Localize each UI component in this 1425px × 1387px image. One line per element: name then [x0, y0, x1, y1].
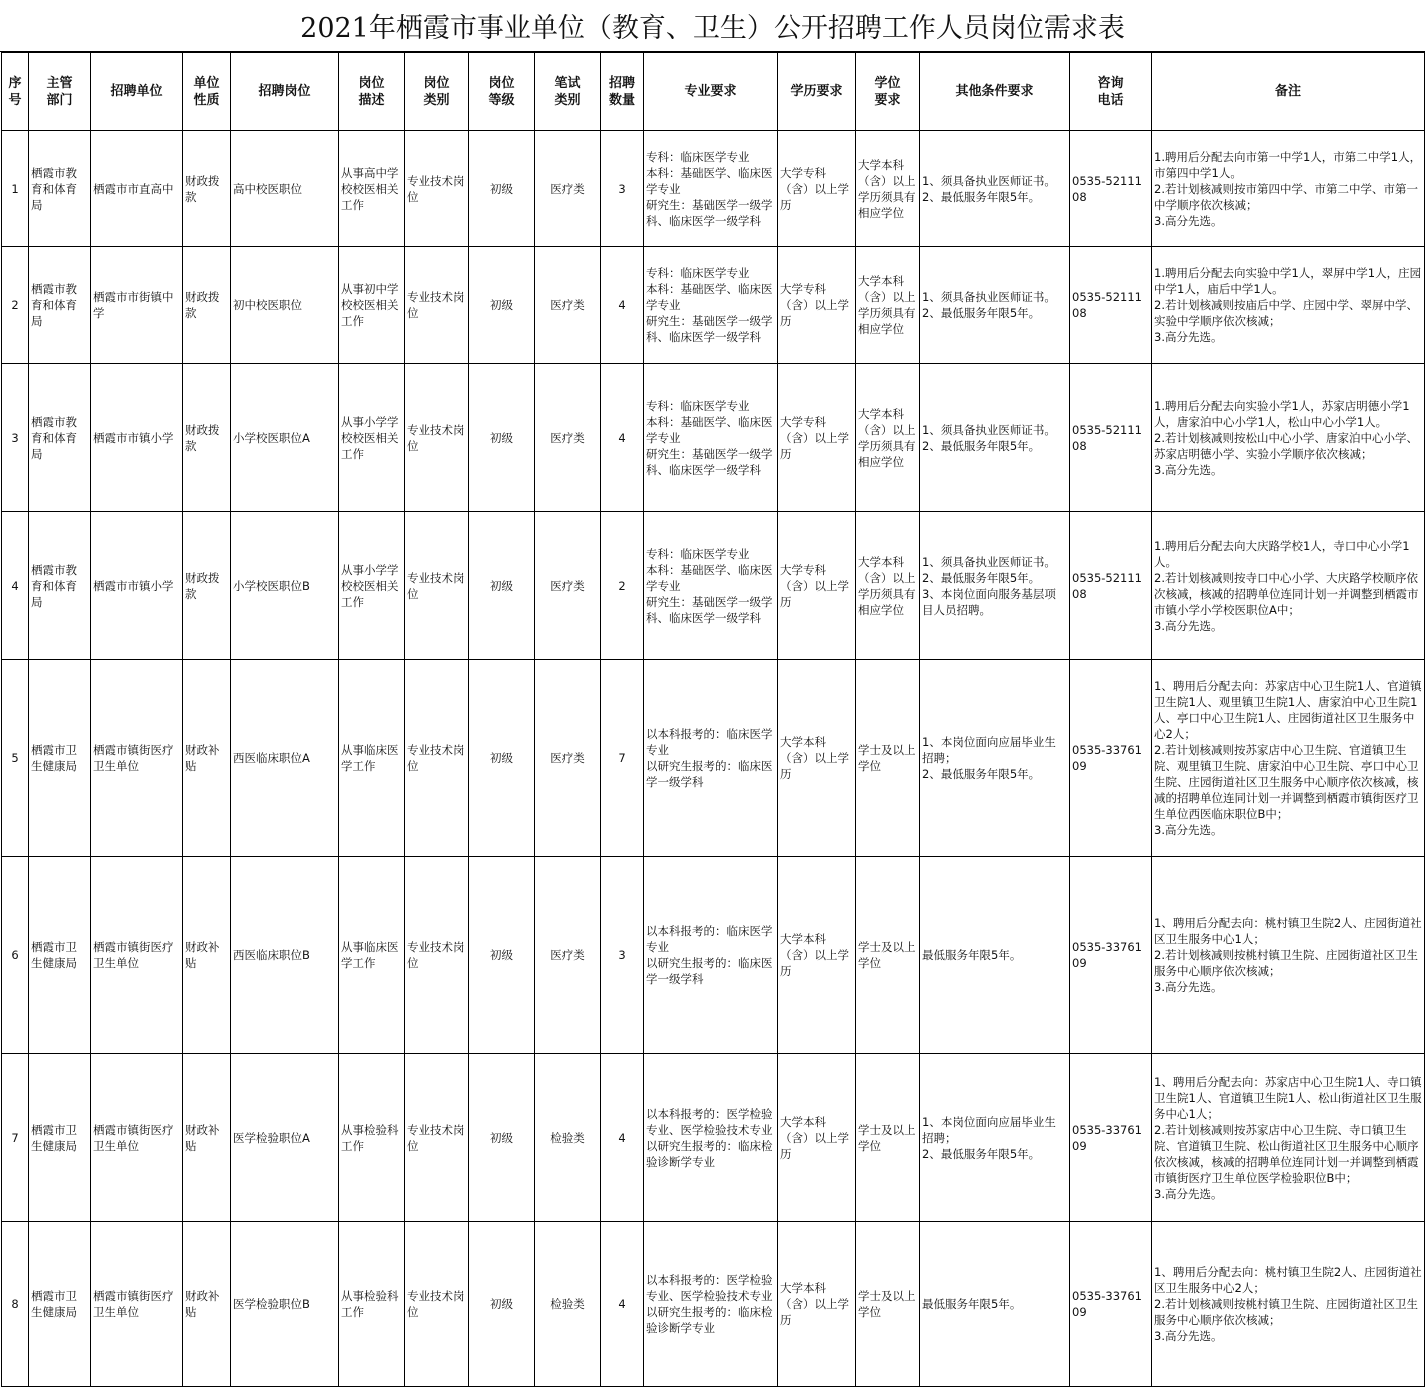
- header-row: [2, 53, 1425, 131]
- cell-level: 初级: [469, 660, 535, 857]
- cell-position: 西医临床职位B: [231, 857, 339, 1054]
- cell-no: 5: [2, 660, 29, 857]
- table-row: [2, 364, 1425, 512]
- cell-level: 初级: [469, 1054, 535, 1222]
- cell-level: 初级: [469, 512, 535, 660]
- cell-count: 4: [601, 247, 644, 364]
- cell-no: 1: [2, 131, 29, 247]
- cell-position: 高中校医职位: [231, 131, 339, 247]
- cell-dept: 栖霞市卫生健康局: [29, 660, 91, 857]
- header-cell-other: 其他条件要求: [920, 53, 1070, 131]
- cell-major: 以本科报考的：临床医学专业 以研究生报考的：临床医学一级学科: [644, 857, 778, 1054]
- cell-position: 西医临床职位A: [231, 660, 339, 857]
- cell-position: 医学检验职位A: [231, 1054, 339, 1222]
- table-row: [2, 247, 1425, 364]
- cell-desc: 从事初中学校校医相关工作: [339, 247, 405, 364]
- cell-phone: 0535-5211108: [1070, 364, 1152, 512]
- cell-education: 大学专科（含）以上学历: [778, 364, 856, 512]
- cell-major: 以本科报考的：医学检验专业、医学检验技术专业 以研究生报考的：临床检验诊断学专业: [644, 1054, 778, 1222]
- cell-level: 初级: [469, 1222, 535, 1387]
- cell-exam: 检验类: [535, 1222, 601, 1387]
- cell-degree: 学士及以上学位: [856, 1054, 920, 1222]
- cell-position: 小学校医职位A: [231, 364, 339, 512]
- cell-unit: 栖霞市镇街医疗卫生单位: [91, 1054, 183, 1222]
- cell-no: 6: [2, 857, 29, 1054]
- cell-level: 初级: [469, 857, 535, 1054]
- cell-no: 7: [2, 1054, 29, 1222]
- cell-education: 大学本科（含）以上学历: [778, 1222, 856, 1387]
- cell-note: 1.聘用后分配去向实验小学1人，苏家店明德小学1人，唐家泊中心小学1人，松山中心小学1人。 2.若计划核减则按松山中心小学、唐家泊中心小学、苏家店明德小学、实验小学顺序依次核减； 3.高分先选。: [1152, 364, 1425, 512]
- cell-phone: 0535-3376109: [1070, 1222, 1152, 1387]
- cell-education: 大学专科（含）以上学历: [778, 512, 856, 660]
- cell-category: 专业技术岗位: [405, 660, 469, 857]
- cell-degree: 大学本科（含）以上学历须具有相应学位: [856, 512, 920, 660]
- cell-unit: 栖霞市市镇小学: [91, 512, 183, 660]
- cell-unit: 栖霞市镇街医疗卫生单位: [91, 857, 183, 1054]
- cell-count: 4: [601, 364, 644, 512]
- header-cell-degree: 学位 要求: [856, 53, 920, 131]
- table-row: [2, 512, 1425, 660]
- recruitment-table: [1, 52, 1425, 1387]
- cell-major: 专科：临床医学专业 本科：基础医学、临床医学专业 研究生：基础医学一级学科、临床医学一级学科: [644, 364, 778, 512]
- cell-desc: 从事高中学校校医相关工作: [339, 131, 405, 247]
- header-cell-nature: 单位 性质: [183, 53, 231, 131]
- cell-note: 1.聘用后分配去向实验中学1人，翠屏中学1人，庄园中学1人，庙后中学1人。 2.若计划核减则按庙后中学、庄园中学、翠屏中学、实验中学顺序依次核减； 3.高分先选。: [1152, 247, 1425, 364]
- cell-nature: 财政拨款: [183, 247, 231, 364]
- header-cell-exam: 笔试 类别: [535, 53, 601, 131]
- cell-education: 大学专科（含）以上学历: [778, 247, 856, 364]
- cell-major: 以本科报考的：临床医学专业 以研究生报考的：临床医学一级学科: [644, 660, 778, 857]
- cell-position: 小学校医职位B: [231, 512, 339, 660]
- cell-education: 大学本科（含）以上学历: [778, 857, 856, 1054]
- cell-level: 初级: [469, 247, 535, 364]
- cell-education: 大学专科（含）以上学历: [778, 131, 856, 247]
- cell-unit: 栖霞市镇街医疗卫生单位: [91, 1222, 183, 1387]
- header-cell-phone: 咨询 电话: [1070, 53, 1152, 131]
- cell-exam: 医疗类: [535, 857, 601, 1054]
- cell-unit: 栖霞市市直高中: [91, 131, 183, 247]
- cell-count: 4: [601, 1222, 644, 1387]
- cell-category: 专业技术岗位: [405, 512, 469, 660]
- cell-major: 专科：临床医学专业 本科：基础医学、临床医学专业 研究生：基础医学一级学科、临床医学一级学科: [644, 131, 778, 247]
- table-row: [2, 857, 1425, 1054]
- cell-level: 初级: [469, 131, 535, 247]
- header-cell-position: 招聘岗位: [231, 53, 339, 131]
- cell-note: 1.聘用后分配去向市第一中学1人，市第二中学1人，市第四中学1人。 2.若计划核减则按市第四中学、市第二中学、市第一中学顺序依次核减； 3.高分先选。: [1152, 131, 1425, 247]
- cell-no: 3: [2, 364, 29, 512]
- cell-phone: 0535-5211108: [1070, 131, 1152, 247]
- cell-count: 2: [601, 512, 644, 660]
- table-row: [2, 660, 1425, 857]
- cell-category: 专业技术岗位: [405, 247, 469, 364]
- cell-category: 专业技术岗位: [405, 857, 469, 1054]
- cell-no: 8: [2, 1222, 29, 1387]
- cell-nature: 财政拨款: [183, 364, 231, 512]
- cell-no: 4: [2, 512, 29, 660]
- cell-desc: 从事小学学校校医相关工作: [339, 512, 405, 660]
- header-cell-unit: 招聘单位: [91, 53, 183, 131]
- header-cell-desc: 岗位 描述: [339, 53, 405, 131]
- cell-desc: 从事检验科工作: [339, 1222, 405, 1387]
- cell-other: 1、须具备执业医师证书。 2、最低服务年限5年。: [920, 131, 1070, 247]
- cell-category: 专业技术岗位: [405, 1222, 469, 1387]
- cell-education: 大学本科（含）以上学历: [778, 660, 856, 857]
- cell-degree: 学士及以上学位: [856, 1222, 920, 1387]
- cell-degree: 大学本科（含）以上学历须具有相应学位: [856, 247, 920, 364]
- cell-count: 4: [601, 1054, 644, 1222]
- cell-education: 大学本科（含）以上学历: [778, 1054, 856, 1222]
- cell-dept: 栖霞市教育和体育局: [29, 512, 91, 660]
- table-row: [2, 131, 1425, 247]
- cell-degree: 大学本科（含）以上学历须具有相应学位: [856, 131, 920, 247]
- cell-unit: 栖霞市镇街医疗卫生单位: [91, 660, 183, 857]
- cell-exam: 医疗类: [535, 131, 601, 247]
- cell-nature: 财政拨款: [183, 131, 231, 247]
- cell-note: 1、聘用后分配去向：桃村镇卫生院2人、庄园街道社区卫生服务中心2人； 2.若计划核减则按桃村镇卫生院、庄园街道社区卫生服务中心顺序依次核减； 3.高分先选。: [1152, 1222, 1425, 1387]
- cell-phone: 0535-5211108: [1070, 247, 1152, 364]
- header-cell-education: 学历要求: [778, 53, 856, 131]
- cell-desc: 从事小学学校校医相关工作: [339, 364, 405, 512]
- cell-exam: 医疗类: [535, 512, 601, 660]
- cell-dept: 栖霞市教育和体育局: [29, 131, 91, 247]
- header-cell-note: 备注: [1152, 53, 1425, 131]
- cell-level: 初级: [469, 364, 535, 512]
- header-cell-no: 序 号: [2, 53, 29, 131]
- cell-count: 3: [601, 131, 644, 247]
- header-cell-dept: 主管 部门: [29, 53, 91, 131]
- cell-desc: 从事临床医学工作: [339, 660, 405, 857]
- cell-position: 医学检验职位B: [231, 1222, 339, 1387]
- cell-other: 最低服务年限5年。: [920, 857, 1070, 1054]
- cell-note: 1、聘用后分配去向：苏家店中心卫生院1人、官道镇卫生院1人、观里镇卫生院1人、唐家泊中心卫生院1人、亭口中心卫生院1人、庄园街道社区卫生服务中心2人； 2.若计划核减则按苏家店中心卫生院、官道镇卫生院、观里镇卫生院、唐家泊中心卫生院、亭口中心卫生院、庄园街道社区卫生服务中心顺序依次核减，核减的招聘单位连同计划一并调整到栖霞市镇街医疗卫生单位西医临床职位B中； 3.高分先选。: [1152, 660, 1425, 857]
- cell-phone: 0535-5211108: [1070, 512, 1152, 660]
- cell-degree: 学士及以上学位: [856, 857, 920, 1054]
- cell-degree: 学士及以上学位: [856, 660, 920, 857]
- cell-position: 初中校医职位: [231, 247, 339, 364]
- cell-exam: 医疗类: [535, 247, 601, 364]
- cell-phone: 0535-3376109: [1070, 660, 1152, 857]
- cell-desc: 从事检验科工作: [339, 1054, 405, 1222]
- cell-nature: 财政补贴: [183, 660, 231, 857]
- cell-dept: 栖霞市教育和体育局: [29, 247, 91, 364]
- cell-note: 1、聘用后分配去向：苏家店中心卫生院1人、寺口镇卫生院1人、官道镇卫生院1人、松山街道社区卫生服务中心1人； 2.若计划核减则按苏家店中心卫生院、寺口镇卫生院、官道镇卫生院、松山街道社区卫生服务中心顺序依次核减，核减的招聘单位连同计划一并调整到栖霞市镇街医疗卫生单位医学检验职位B中； 3.高分先选。: [1152, 1054, 1425, 1222]
- cell-count: 7: [601, 660, 644, 857]
- cell-other: 1、须具备执业医师证书。 2、最低服务年限5年。: [920, 247, 1070, 364]
- cell-major: 以本科报考的：医学检验专业、医学检验技术专业 以研究生报考的：临床检验诊断学专业: [644, 1222, 778, 1387]
- header-cell-major: 专业要求: [644, 53, 778, 131]
- cell-category: 专业技术岗位: [405, 1054, 469, 1222]
- cell-other: 1、本岗位面向应届毕业生招聘； 2、最低服务年限5年。: [920, 660, 1070, 857]
- cell-other: 1、须具备执业医师证书。 2、最低服务年限5年。: [920, 364, 1070, 512]
- cell-nature: 财政补贴: [183, 857, 231, 1054]
- cell-nature: 财政补贴: [183, 1054, 231, 1222]
- header-cell-count: 招聘 数量: [601, 53, 644, 131]
- cell-nature: 财政补贴: [183, 1222, 231, 1387]
- cell-category: 专业技术岗位: [405, 131, 469, 247]
- cell-phone: 0535-3376109: [1070, 857, 1152, 1054]
- cell-nature: 财政拨款: [183, 512, 231, 660]
- cell-exam: 医疗类: [535, 364, 601, 512]
- cell-exam: 医疗类: [535, 660, 601, 857]
- cell-count: 3: [601, 857, 644, 1054]
- cell-desc: 从事临床医学工作: [339, 857, 405, 1054]
- cell-dept: 栖霞市卫生健康局: [29, 1222, 91, 1387]
- cell-note: 1.聘用后分配去向大庆路学校1人，寺口中心小学1人。 2.若计划核减则按寺口中心小学、大庆路学校顺序依次核减，核减的招聘单位连同计划一并调整到栖霞市市镇小学小学校医职位A中； 3.高分先选。: [1152, 512, 1425, 660]
- cell-exam: 检验类: [535, 1054, 601, 1222]
- cell-other: 1、须具备执业医师证书。 2、最低服务年限5年。 3、本岗位面向服务基层项目人员招聘。: [920, 512, 1070, 660]
- header-cell-category: 岗位 类别: [405, 53, 469, 131]
- table-row: [2, 1222, 1425, 1387]
- cell-unit: 栖霞市市街镇中学: [91, 247, 183, 364]
- cell-degree: 大学本科（含）以上学历须具有相应学位: [856, 364, 920, 512]
- cell-major: 专科：临床医学专业 本科：基础医学、临床医学专业 研究生：基础医学一级学科、临床医学一级学科: [644, 512, 778, 660]
- cell-phone: 0535-3376109: [1070, 1054, 1152, 1222]
- cell-other: 1、本岗位面向应届毕业生招聘； 2、最低服务年限5年。: [920, 1054, 1070, 1222]
- header-cell-level: 岗位 等级: [469, 53, 535, 131]
- cell-no: 2: [2, 247, 29, 364]
- cell-note: 1、聘用后分配去向：桃村镇卫生院2人、庄园街道社区卫生服务中心1人； 2.若计划核减则按桃村镇卫生院、庄园街道社区卫生服务中心顺序依次核减； 3.高分先选。: [1152, 857, 1425, 1054]
- cell-dept: 栖霞市卫生健康局: [29, 857, 91, 1054]
- cell-dept: 栖霞市教育和体育局: [29, 364, 91, 512]
- cell-dept: 栖霞市卫生健康局: [29, 1054, 91, 1222]
- cell-other: 最低服务年限5年。: [920, 1222, 1070, 1387]
- table-title: 2021年栖霞市事业单位（教育、卫生）公开招聘工作人员岗位需求表: [0, 0, 1425, 52]
- cell-major: 专科：临床医学专业 本科：基础医学、临床医学专业 研究生：基础医学一级学科、临床医学一级学科: [644, 247, 778, 364]
- cell-category: 专业技术岗位: [405, 364, 469, 512]
- table-row: [2, 1054, 1425, 1222]
- cell-unit: 栖霞市市镇小学: [91, 364, 183, 512]
